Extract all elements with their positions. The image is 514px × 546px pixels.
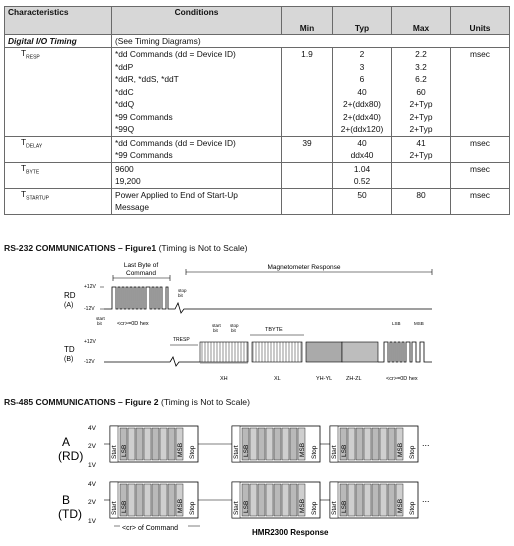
rd-stop-bit-2: bit [178,293,183,298]
conditions-line: Power Applied to End of Start-Up [115,189,238,200]
max-line: 2.2 [415,49,427,59]
td-cr-byte [378,342,432,362]
conditions-line: *ddC [115,86,134,97]
table-row [5,188,510,214]
units-line [454,111,506,124]
header-typ: Typ [333,7,392,35]
rd-cr-label: <cr>=0D hex [117,321,149,327]
section-row [5,35,510,48]
lsb-label: LSB [121,444,128,457]
param-cell [5,48,112,137]
units-line: msec [469,189,490,200]
conditions-line: *99Q [115,124,135,134]
typ-line: 2 [359,49,365,59]
min-line [285,111,329,124]
td-stop-bit: stop [230,323,239,328]
typ-line: 2+(ddx80) [343,99,381,109]
fig2-title [4,397,250,407]
spec-table [4,6,510,215]
param-symbol: T [21,136,27,147]
rd-start-bit: start [96,316,105,321]
rd-vminus: -12V [84,306,95,312]
rs485-timing-diagram [0,410,514,546]
typ-line: 1.04 [353,163,371,174]
cell-min [282,48,333,137]
conditions-line: *ddP [115,61,134,72]
a-4v: 4V [88,425,96,432]
param-cell [5,162,112,188]
fig2-title-note: (Timing is Not to Scale) [160,397,250,407]
b-1v: 1V [88,518,96,525]
cell-max [392,188,451,214]
max-line [395,175,447,188]
xl-label: XL [274,376,281,382]
td-stop-bit-2: bit [231,328,236,333]
a-sub: (RD) [58,449,84,463]
typ-line: 40 [357,137,367,148]
msb-label: MSB [397,498,404,513]
max-line: 2+Typ [409,124,433,134]
units-line [454,86,506,99]
max-line: 3.2 [415,61,427,72]
yh-yl-label: YH-YL [316,376,333,382]
typ-line: 6 [359,74,365,84]
units-line: msec [469,49,490,59]
min-line [285,86,329,99]
header-conditions: Conditions [112,7,282,35]
conditions-line: *dd Commands (dd = Device ID) [115,137,236,148]
continuation-ellipsis: ... [422,494,430,504]
cell-units [451,162,510,188]
cell-max [392,136,451,162]
start-bit-label: Start [233,501,240,515]
table-row [5,136,510,162]
cell-typ [333,48,392,137]
param-cell [5,188,112,214]
rd-stop-bit: stop [178,288,187,293]
conditions-line: 9600 [115,163,134,174]
xh-label: XH [220,376,228,382]
stop-bit-label: Stop [311,501,318,515]
max-line: 80 [416,189,426,200]
typ-line: 40 [357,86,367,97]
min-line: 1.9 [301,49,313,59]
hmr-response-label: HMR2300 Response [252,528,329,537]
max-line: 2+Typ [409,99,433,109]
conditions-line: *99 Commands [115,111,173,122]
cell-units [451,136,510,162]
conditions-line: *99 Commands [115,150,173,160]
units-line: msec [469,163,490,174]
rd-start-bit-2: bit [97,321,102,326]
td-start-bit-2: bit [213,328,218,333]
cell-typ [333,188,392,214]
typ-line: ddx40 [350,150,374,160]
cell-typ [333,162,392,188]
lsb-label: LSB [243,500,250,513]
max-line: 60 [416,86,426,97]
msb-label: MSB [299,498,306,513]
units-line [454,175,506,188]
lsb-label: LSB [243,444,250,457]
section-label: Digital I/O Timing [5,35,112,48]
last-byte-label-1: Last Byte of [123,262,159,269]
cell-conditions [112,162,282,188]
rd-waveform [104,287,432,313]
header-characteristics: Characteristics [5,7,112,35]
fig1-title [4,243,248,253]
units-line [454,98,506,111]
cell-conditions [112,48,282,137]
cell-max [392,162,451,188]
lsb-label: LSB [341,500,348,513]
max-line: 6.2 [415,74,427,84]
fig1-title-note: (Timing is Not to Scale) [158,243,248,253]
fig1-title-text: RS-232 COMMUNICATIONS – Figure1 [4,243,157,253]
units-line [454,123,506,136]
cell-min [282,188,333,214]
stop-bit-label: Stop [311,445,318,459]
cell-conditions [112,136,282,162]
conditions-line: *ddQ [115,99,135,109]
td-label: TD [64,345,75,354]
td-byte-xl [252,342,302,362]
param-subscript: BYTE [26,169,40,176]
units-line [454,149,506,162]
rd-sub: (A) [64,302,74,309]
a-label: A [62,435,71,449]
channel-a [104,426,430,462]
msb-label: MSB [397,442,404,457]
max-line: 41 [416,137,426,148]
rs232-timing-diagram [0,255,514,390]
td-vminus: -12V [84,359,95,365]
header-max: Max [392,7,451,35]
max-line: 2+Typ [409,150,433,160]
table-row [5,48,510,137]
param-symbol: T [21,188,27,199]
msb-label: MSB [177,498,184,513]
param-symbol: T [21,162,27,173]
typ-line: 50 [357,189,367,200]
cell-units [451,188,510,214]
start-bit-label: Start [111,445,118,459]
a-2v: 2V [88,443,96,450]
last-byte-label-2: Command [126,270,156,277]
cr-command-label: <cr> of Command [122,525,179,532]
conditions-line: Message [115,202,149,212]
fig2-title-text: RS-485 COMMUNICATIONS – Figure 2 [4,397,159,407]
start-bit-label: Start [331,501,338,515]
typ-line: 2+(ddx40) [343,111,381,122]
td-start-bit: start [212,323,221,328]
zh-zl-label: ZH-ZL [346,376,362,382]
tresp-label: TRESP [173,337,190,343]
units-line [454,61,506,74]
start-bit-label: Start [331,445,338,459]
conditions-line: 19,200 [115,176,141,186]
cell-min [282,162,333,188]
param-subscript: STARTUP [26,195,49,202]
stop-bit-label: Stop [409,445,416,459]
conditions-line: *dd Commands (dd = Device ID) [115,49,236,59]
msb-label: MSB [177,442,184,457]
param-subscript: DELAY [26,143,43,150]
min-line [285,123,329,136]
b-4v: 4V [88,481,96,488]
td-cr-label: <cr>=0D hex [386,376,418,382]
cell-typ [333,136,392,162]
header-min: Min [282,7,333,35]
cell-units [451,48,510,137]
lsb-label: LSB [341,444,348,457]
b-label: B [62,493,71,507]
units-line [454,201,506,214]
min-line [285,149,329,162]
header-units: Units [451,7,510,35]
min-line [285,201,329,214]
min-line [285,73,329,86]
tbyte-label: TBYTE [265,327,283,333]
td-vplus: +12V [84,339,96,345]
b-sub: (TD) [58,507,82,521]
max-line: 2+Typ [409,111,433,122]
table-row [5,162,510,188]
rd-vplus: +12V [84,284,96,290]
td-msb: MSB [414,321,424,326]
units-line [454,73,506,86]
a-1v: 1V [88,462,96,469]
typ-line: 3 [359,61,365,72]
msb-label: MSB [299,442,306,457]
min-line [285,175,329,188]
param-symbol: T [21,48,27,58]
td-byte-z [342,342,378,362]
min-line [285,98,329,111]
cell-max [392,48,451,137]
continuation-ellipsis: ... [422,438,430,448]
start-bit-label: Start [111,501,118,515]
min-line [285,163,329,176]
param-cell [5,136,112,162]
max-line [395,163,447,176]
td-lsb: LSB [392,321,401,326]
stop-bit-label: Stop [189,445,196,459]
table-header-row [5,7,510,35]
conditions-line: *ddR, *ddS, *ddT [115,74,179,84]
mag-response-label: Magnetometer Response [267,264,341,271]
param-subscript: RESP [26,54,40,61]
typ-line: 2+(ddx120) [340,124,384,134]
cell-min [282,136,333,162]
min-line: 39 [302,137,312,148]
b-2v: 2V [88,499,96,506]
start-bit-label: Start [233,445,240,459]
cell-conditions [112,188,282,214]
max-line [395,201,447,214]
rd-label: RD [64,291,76,300]
units-line: msec [469,137,490,148]
min-line [285,61,329,74]
td-byte-xh [200,342,248,362]
stop-bit-label: Stop [409,501,416,515]
stop-bit-label: Stop [189,501,196,515]
channel-b [104,482,430,518]
typ-line [336,201,388,214]
typ-line: 0.52 [353,176,371,186]
td-byte-y [306,342,342,362]
td-sub: (B) [64,356,74,363]
section-note: (See Timing Diagrams) [112,35,510,48]
lsb-label: LSB [121,500,128,513]
min-line [285,189,329,202]
